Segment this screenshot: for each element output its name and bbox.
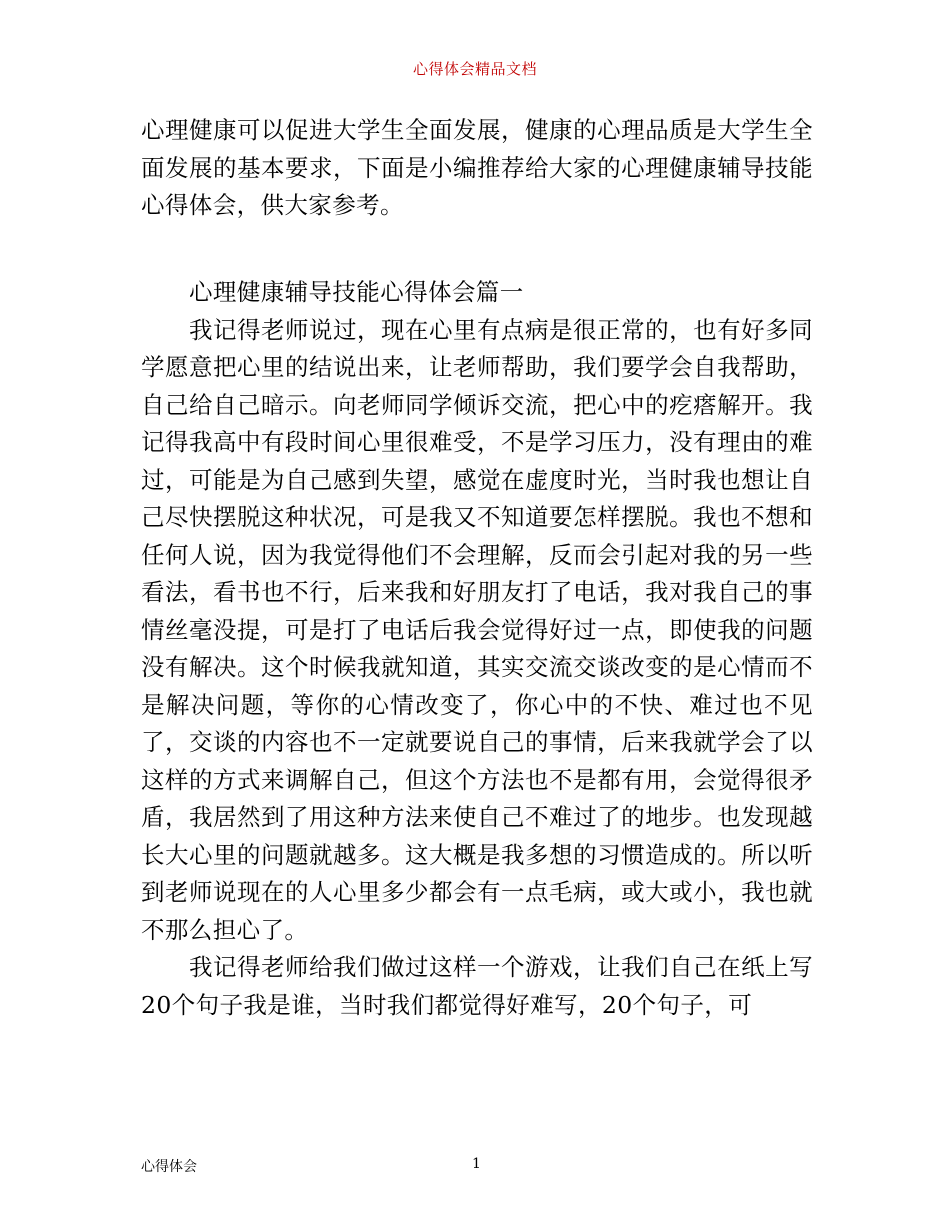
- page-number: 1: [472, 1156, 481, 1172]
- section-title: 心理健康辅导技能心得体会篇一: [189, 277, 524, 306]
- page-header: 心得体会精品文档: [412, 60, 537, 78]
- page-footer: [141, 1156, 813, 1176]
- body-paragraph-2: 我记得老师给我们做过这样一个游戏，让我们自己在纸上写20个句子我是谁，当时我们都觉得好难写，20个句子，可: [141, 953, 813, 1019]
- intro-paragraph: 心理健康可以促进大学生全面发展，健康的心理品质是大学生全面发展的基本要求，下面是小编推荐给大家的心理健康辅导技能心得体会，供大家参考。: [141, 116, 813, 219]
- body-paragraph-1: 我记得老师说过，现在心里有点病是很正常的，也有好多同学愿意把心里的结说出来，让老师帮助，我们要学会自我帮助，自己给自己暗示。向老师同学倾诉交流，把心中的疙瘩解开。我记得我高中有段时间心里很难受，不是学习压力，没有理由的难过，可能是为自己感到失望，感觉在虚度时光，当时我也想让自己尽快摆脱这种状况，可是我又不知道要怎样摆脱。我也不想和任何人说，因为我觉得他们不会理解，反而会引起对我的另一些看法，看书也不行，后来我和好朋友打了电话，我对我自己的事情丝毫没提，可是打了电话后我会觉得好过一点，即使我的问题没有解决。这个时候我就知道，其实交流交谈改变的是心情而不是解决问题，等你的心情改变了，你心中的不快、难过也不见了，交谈的内容也不一定就要说自己的事情，后来我就学会了以这样的方式来调解自己，但这个方法也不是都有用，会觉得很矛盾，我居然到了用这种方法来使自己不难过了的地步。也发现越长大心里的问题就越多。这大概是我多想的习惯造成的。所以听到老师说现在的人心里多少都会有一点毛病，或大或小，我也就不那么担心了。: [141, 315, 813, 944]
- document-body: [141, 112, 813, 1024]
- footer-label: 心得体会: [141, 1159, 197, 1175]
